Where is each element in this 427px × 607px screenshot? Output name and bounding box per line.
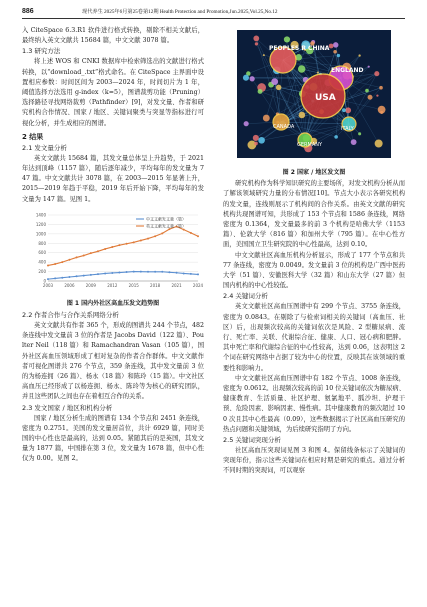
node-label-usa: USA bbox=[315, 93, 336, 103]
data-point bbox=[76, 256, 78, 258]
paragraph: 中文文献社区高血压图谱中有 182 个节点、1008 条连线，密度为 0.0612。出现频次较高的前 10 位关键词依次为糖尿病、健康教育、生活质量、社区护理、氨氯地平、胍沙坦、护理干预、危险因素、影响因素、慢性病。其中健康教育的频次超过 100 次且其中心性最高（0.09），这些数据揭示了社区高血压研究的热点问题和关键领域，为后续研究指明了方向。 bbox=[223, 374, 405, 433]
data-point bbox=[126, 243, 128, 245]
y-tick-label: 0 bbox=[43, 278, 46, 284]
data-point bbox=[111, 272, 113, 274]
data-point bbox=[126, 271, 128, 273]
x-tick-label: 2006 bbox=[64, 282, 75, 288]
figure-2-caption: 图 2 国家 / 地区发文图 bbox=[282, 169, 346, 177]
data-point bbox=[61, 277, 63, 279]
data-point bbox=[47, 264, 49, 266]
data-point bbox=[90, 252, 92, 254]
figure-1-caption: 图 1 国内外社区高血压发文趋势图 bbox=[66, 300, 160, 308]
network-node bbox=[254, 142, 258, 146]
series-line bbox=[48, 226, 198, 265]
data-point bbox=[54, 277, 56, 279]
data-point bbox=[147, 271, 149, 273]
network-node bbox=[317, 71, 319, 73]
y-tick-label: 1200 bbox=[35, 221, 46, 227]
paragraph: 国家 / 地区分析生成的图谱有 134 个节点和 2451 条连线，密度为 0.2751。美国的发文量居首位，共计 6929 篇，同时美国的中心性也是最高的，达到 0.05。紧随其后的是英国，其发文量为 1877 篇，中国排在第 3 位，发文量为 1678 篇，但中心性仅为 0.00。见图 2。 bbox=[22, 414, 204, 463]
network-node bbox=[342, 108, 346, 112]
network-node bbox=[358, 132, 361, 135]
network-node bbox=[379, 86, 383, 90]
data-point bbox=[147, 237, 149, 239]
data-point bbox=[61, 261, 63, 263]
data-point bbox=[140, 271, 142, 273]
data-point bbox=[154, 271, 156, 273]
data-point bbox=[154, 235, 156, 237]
network-node bbox=[375, 140, 383, 148]
section-heading-2-3: 2.3 发文国家 / 地区和机构分析 bbox=[22, 403, 113, 412]
network-node bbox=[243, 75, 249, 81]
network-node bbox=[271, 78, 278, 85]
section-heading-2-4: 2.4 关键词分析 bbox=[223, 292, 268, 301]
network-node bbox=[368, 66, 370, 68]
network-node bbox=[374, 71, 379, 76]
data-point bbox=[83, 254, 85, 256]
network-node bbox=[333, 50, 337, 54]
series-line bbox=[48, 271, 198, 279]
paragraph: 英文文献共有作者 365 个，形成的图谱共 244 个节点，482 条连线中发文量前 3 位的作者是 Jacobs David（122 篇）、Poulter Neil（118 篇）和 Ramachandran Vasan（105 篇），国外社区高血压领域形成了相对复杂的作者合作群体。中文文献作者可视化图谱共 276 个节点，359 条连线，其中发文量前 3 位的为杨连拥（26 篇）、杨永（18 篇）和陈玲（15 篇）。中文社区高血压已经形成了以杨连拥、杨永、陈玲等为核心的研究团队，并且这些团队之间也存在着相互合作的关系。 bbox=[22, 322, 205, 401]
y-tick-label: 400 bbox=[38, 259, 46, 265]
data-point bbox=[161, 232, 163, 234]
network-node bbox=[299, 112, 306, 119]
section-heading-2-1: 2.1 发文量分析 bbox=[22, 143, 67, 152]
network-node bbox=[358, 54, 360, 56]
section-heading-1-3: 1.3 研究方法 bbox=[22, 47, 61, 56]
network-node bbox=[345, 107, 351, 113]
page-number: 886 bbox=[22, 8, 34, 15]
data-point bbox=[133, 241, 135, 243]
network-node bbox=[276, 85, 282, 91]
section-heading-2-5: 2.5 关键词突现分析 bbox=[223, 436, 281, 445]
network-node bbox=[258, 137, 265, 144]
right-column bbox=[223, 26, 405, 477]
data-point bbox=[76, 275, 78, 277]
paragraph: 研究机构作为科学知识研究的主要场所，对发文机构分析从而了解该领域研究力量的分布情况[10]。节点大小表示各研究机构的发文量，连线则展示了机构间的合作关系。由英文文献的研究机构共现图谱可知，共形成了 153 个节点和 1586 条连线，网络密度为 0.1364，发文量最多的前 3 个机构是哈佛大学（1153 篇）、伦敦大学（816 篇）和加州大学（795 篇）。在中心性方面，美国国立卫生研究院的中心性最高，达到 0.10。 bbox=[223, 180, 406, 249]
network-node bbox=[380, 111, 383, 114]
data-point bbox=[197, 273, 199, 275]
figure-1 bbox=[22, 209, 204, 308]
data-point bbox=[183, 272, 185, 274]
publication-trend-chart bbox=[22, 209, 204, 295]
node-label-italy: ITALY bbox=[341, 126, 354, 132]
y-tick-label: 200 bbox=[38, 268, 46, 274]
x-tick-label: 2009 bbox=[85, 282, 96, 288]
data-point bbox=[190, 232, 192, 234]
x-tick-label: 2012 bbox=[107, 282, 118, 288]
data-point bbox=[54, 263, 56, 265]
data-point bbox=[47, 278, 49, 280]
y-tick-label: 1000 bbox=[35, 231, 46, 237]
data-point bbox=[68, 276, 70, 278]
network-node bbox=[334, 135, 338, 139]
data-point bbox=[97, 250, 99, 252]
data-point bbox=[183, 228, 185, 230]
data-point bbox=[104, 272, 106, 274]
network-node bbox=[284, 36, 290, 42]
figure-2 bbox=[223, 30, 405, 177]
network-node bbox=[337, 54, 340, 57]
journal-line: 现代养生 2025年6月第25卷第12期 Health Protection and Promotion,Jun.2025,Vol.25,No.12 bbox=[82, 9, 278, 15]
data-point bbox=[133, 270, 135, 272]
node-label-germany: GERMANY bbox=[297, 142, 323, 148]
legend-label: 中文文献发文量（篇） bbox=[146, 216, 186, 222]
network-node bbox=[376, 95, 378, 97]
data-point bbox=[176, 272, 178, 274]
network-node bbox=[329, 44, 334, 49]
paragraph: 英文文献共 15684 篇，其发文量总体呈上升趋势，于 2021 年达到顶峰（1157 篇），随后逐年减少，平均每年的发文量为 747 篇。中文文献共计 3078 篇，在 2003—2015 年显著上升，2015—2019 年趋于平稳，2019 年后开始下降，平均每年的发文量为 147 篇。见图 1。 bbox=[22, 154, 204, 203]
network-node bbox=[333, 42, 338, 47]
y-tick-label: 600 bbox=[38, 250, 46, 256]
data-point bbox=[111, 246, 113, 248]
data-point bbox=[168, 271, 170, 273]
y-tick-label: 800 bbox=[38, 240, 46, 246]
network-node bbox=[258, 89, 263, 94]
network-node bbox=[250, 76, 255, 81]
x-tick-label: 2021 bbox=[171, 282, 182, 288]
node-label-england: ENGLAND bbox=[331, 67, 364, 74]
data-point bbox=[104, 248, 106, 250]
network-node bbox=[351, 139, 357, 145]
data-point bbox=[140, 239, 142, 241]
x-tick-label: 2015 bbox=[128, 282, 139, 288]
header-rule bbox=[22, 18, 405, 19]
paragraph: 入 CiteSpace 6.3.R1 软件进行格式转换，剔除不相关文献后，最终纳入英文文献共 15684 篇，中文文献 3078 篇。 bbox=[22, 27, 204, 45]
network-node bbox=[263, 115, 270, 122]
section-heading-2: 2 结果 bbox=[22, 132, 44, 141]
network-node bbox=[253, 135, 259, 141]
network-node bbox=[263, 54, 265, 56]
data-point bbox=[197, 235, 199, 237]
x-tick-label: 2003 bbox=[42, 282, 54, 288]
network-node bbox=[298, 65, 305, 72]
paragraph: 中文文献社区高血压机构分析显示，形成了 177 个节点和共 77 条连线，密度为 0.0049。发文量前 3 位的机构是广西中医药大学（51 篇）、安徽医科大学（32 篇）和山东大学（27 篇）但国内机构的中心性较低。 bbox=[223, 251, 405, 290]
country-network-map bbox=[223, 30, 405, 164]
network-node bbox=[253, 36, 259, 42]
node-label-canada: CANADA bbox=[273, 124, 295, 130]
legend-label: 英文文献发文量（篇） bbox=[146, 223, 186, 229]
paragraph: 社区高血压突现词见图 3 和图 4。保留线条标示了关键词的突现年份，指示这些关键词在相应时期是研究的重点。通过分析不同时期的突现词，可以观察 bbox=[223, 447, 405, 475]
data-point bbox=[118, 244, 120, 246]
x-tick-label: 2024 bbox=[192, 282, 204, 288]
data-point bbox=[161, 271, 163, 273]
data-point bbox=[97, 273, 99, 275]
left-column bbox=[22, 26, 204, 465]
network-node bbox=[244, 121, 249, 126]
data-point bbox=[190, 273, 192, 275]
data-point bbox=[90, 274, 92, 276]
data-point bbox=[118, 271, 120, 273]
paragraph: 英文文献社区高血压图谱中有 299 个节点、3755 条连线，密度为 0.0843。在剔除了与检索词相关的关键词（高血压、社区）后，出现频次较高的关键词依次是风险、2 型糖尿病、流行、死亡率、关联、代谢综合征、健康、人口、冠心病和肥胖。其中死亡率和代谢综合征的中心性较高，达到 0.06，这表明这 2 个词在研究网络中占据了较为中心的位置，反映其在该领域的重要性和影响力。 bbox=[223, 303, 405, 372]
x-tick-label: 2018 bbox=[150, 282, 161, 288]
network-node bbox=[368, 95, 373, 100]
network-node bbox=[365, 89, 369, 93]
data-point bbox=[68, 259, 70, 261]
section-heading-2-2: 2.2 作者合作与合作关系网络分析 bbox=[22, 311, 119, 320]
data-point bbox=[83, 274, 85, 276]
network-node bbox=[255, 42, 258, 45]
paragraph: 将上述 WOS 和 CNKI 数据库中检索筛选出的文献进行格式转换，以“download_.txt”格式命名。在 CiteSpace 主界面中设置相应参数：时间区间为 2003—2024 年，时间切片为 1 年，阈值选择方法选用 g-index（k=5），图谱裁剪功能（Pruning）选择路径寻找网络裁剪（Pathfinder）[9]，对发文量、作者和研究机构合作情况、国家 / 地区、关键词聚类与突显等指标进行可视化分析，并生成相应的图谱。 bbox=[22, 58, 204, 127]
y-tick-label: 1400 bbox=[35, 212, 46, 218]
node-label-china: PEOPLES R CHINA bbox=[269, 45, 330, 52]
